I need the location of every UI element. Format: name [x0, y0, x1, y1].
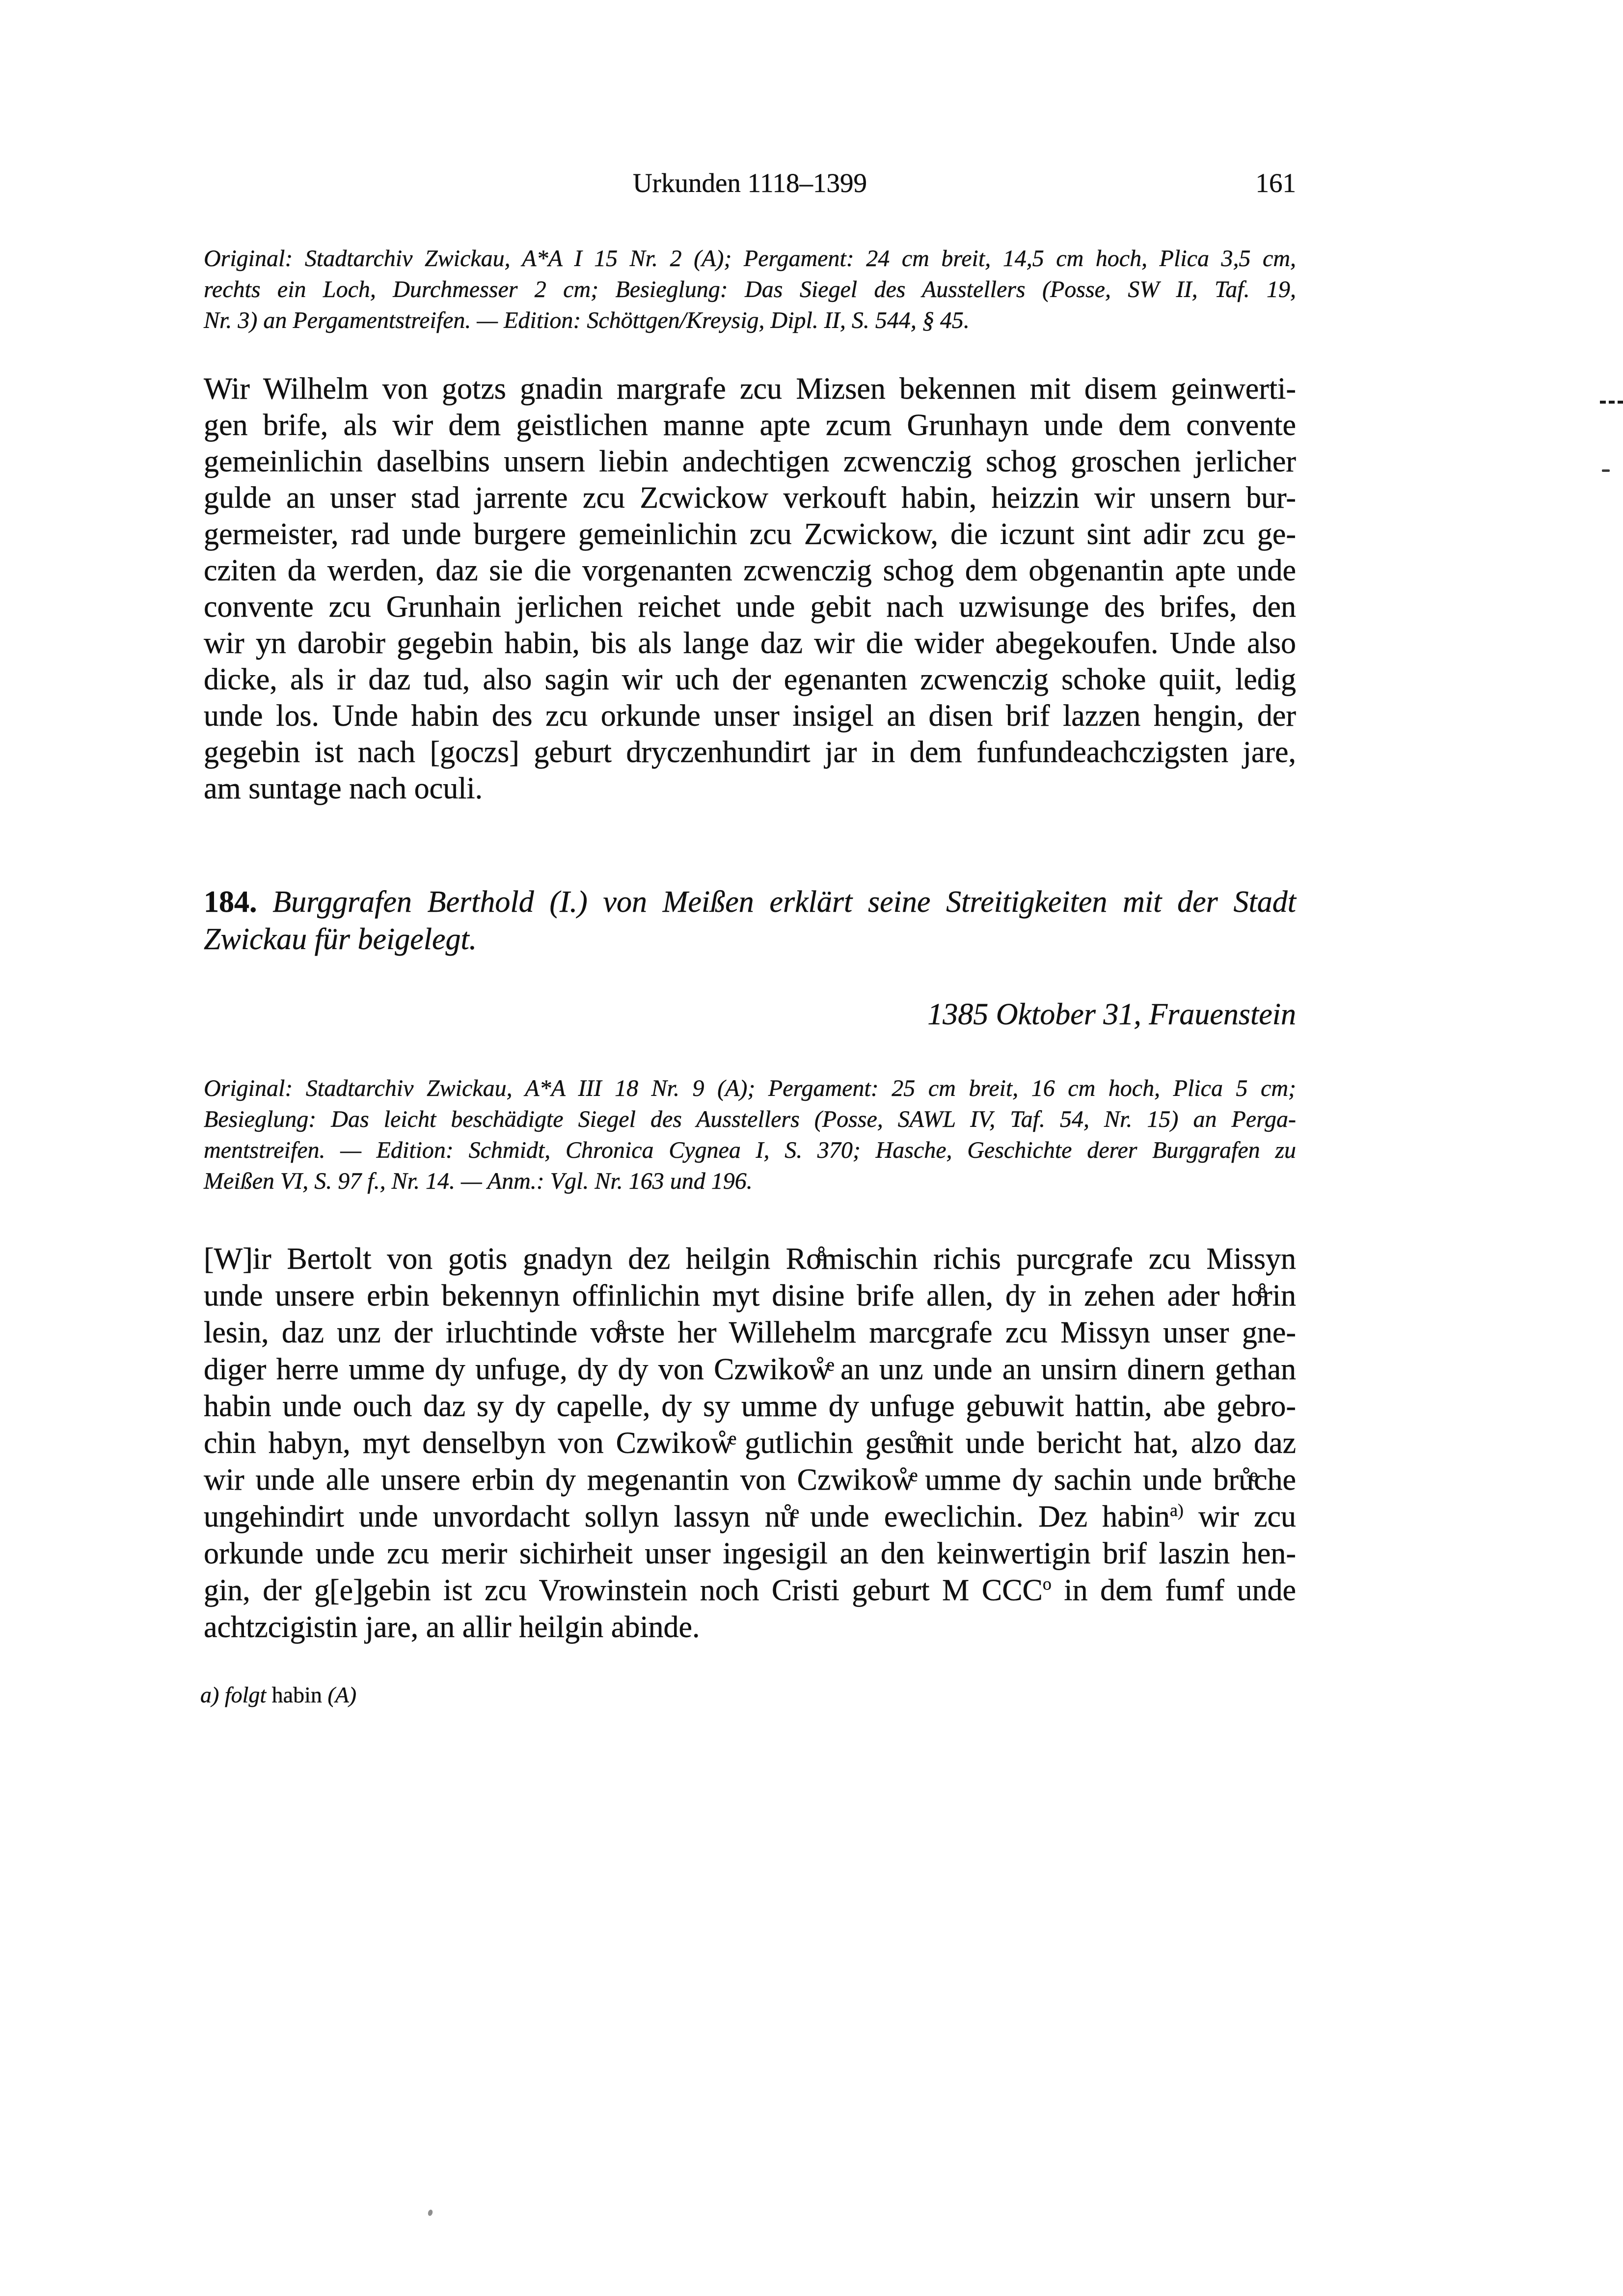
entry-184-heading: 184. Burggrafen Berthold (I.) von Meißen erklärt seine Streitigkeiten mit der Stadt Zwickau für beigelegt.: [204, 885, 1297, 956]
entry-184-dateline: 1385 Oktober 31, Frauenstein: [927, 998, 1296, 1031]
entry-183-provenance: Original: Stadtarchiv Zwickau, A*A I 15 Nr. 2 (A); Pergament: 24 cm breit, 14,5 cm hoch, Plica 3,5 cm, rechts ein Loch, Durchmesser 2 cm; Besieglung: Das Siegel des Ausstellers (Posse, SW II, Taf. 19, Nr. 3) an Pergamentstreifen. — Edition: Schöttgen/Kreysig, Dipl. II, S. 544, § 45.: [204, 246, 1296, 333]
margin-pencil-dash: [1600, 401, 1623, 404]
entry-183-body: Wir Wilhelm von gotzs gnadin margrafe zcu Mizsen bekennen mit disem geinwerti- gen brife, als wir dem geistlichen manne apte zcum Grunhayn unde dem convente gemeinlichin daselbins unsern liebin andechtigen zcwenczig schog groschen jerlicher gulde an unser stad jarrente zcu Zcwickow verkouft habin, heizzin wir unsern bur- germeister, rad unde burgere gemeinlichin zcu Zcwickow, die iczunt sint adir zcu ge- cziten da werden, daz sie die vorgenanten zcwenczig schog dem obgenantin apte unde convente zcu Grunhain jerlichen reichet unde gebit nach uzwisunge des brifes, den wir yn darobir gegebin habin, bis als lange daz wir die wider abegekoufen. Unde also dicke, als ir daz tud, also sagin wir uch der egenanten zcwenczig schoke quiit, ledig unde los. Unde habin des zcu orkunde unser insigel an disen brif lazzen hengin, der gegebin ist nach [goczs] geburt dryczenhundirt jar in dem funfundeachczigsten jare, am suntage nach oculi.: [204, 372, 1296, 805]
footnote-a: a) folgt habin (A): [200, 1682, 357, 1707]
entry-184-provenance: Original: Stadtarchiv Zwickau, A*A III 18 Nr. 9 (A); Pergament: 25 cm breit, 16 cm hoch, Plica 5 cm; Besieglung: Das leicht beschädigte Siegel des Ausstellers (Posse, SAWL IV, Taf. 54, Nr. 15) an Perga- mentstreifen. — Edition: Schmidt, Chronica Cygnea I, S. 370; Hasche, Geschichte derer Burggrafen zu Meißen VI, S. 97 f., Nr. 14. — Anm.: Vgl. Nr. 163 und 196.: [204, 1075, 1296, 1194]
entry-184-body: [W]ir Bertolt von gotis gnadyn dez heilgin Ro̊ͤmischin richis purcgrafe zcu Missyn unde unsere erbin bekennyn offinlichin myt disine brife allen, dy in zehen ader ho̊ͤrin lesin, daz unz der irluchtinde vo̊ͤrste her Willehelm marcgrafe zcu Missyn unser gne- diger herre umme dy unfuge, dy dy von Czwikoẘͤ an unz unde an unsirn dinern gethan habin unde ouch daz sy dy capelle, dy sy umme dy unfuge gebuwit hattin, abe gebro- chin habyn, myt denselbyn von Czwikoẘͤ gutlichin gesůͤnit unde bericht hat, alzo daz wir unde alle unsere erbin dy megenantin von Czwikoẘͤ umme dy sachin unde brůͤche ungehindirt unde unvordacht sollyn lassyn nůͤ unde eweclichin. Dez habin$^{a)}$ wir zcu orkunde unde zcu merir sichirheit unser ingesigil an den keinwertigin brif laszin hen- gin, der g[e]gebin ist zcu Vrowinstein noch Cristi geburt M CCC$^o$ in dem fumf unde achtzcigistin jare, an allir heilgin abinde.: [204, 1242, 1297, 1644]
running-title: Urkunden 1118–1399: [632, 168, 867, 198]
page-number: 161: [1255, 168, 1296, 198]
scan-speck: [427, 2209, 433, 2216]
page-header: [204, 166, 1296, 200]
margin-pencil-dot: [1602, 469, 1610, 472]
